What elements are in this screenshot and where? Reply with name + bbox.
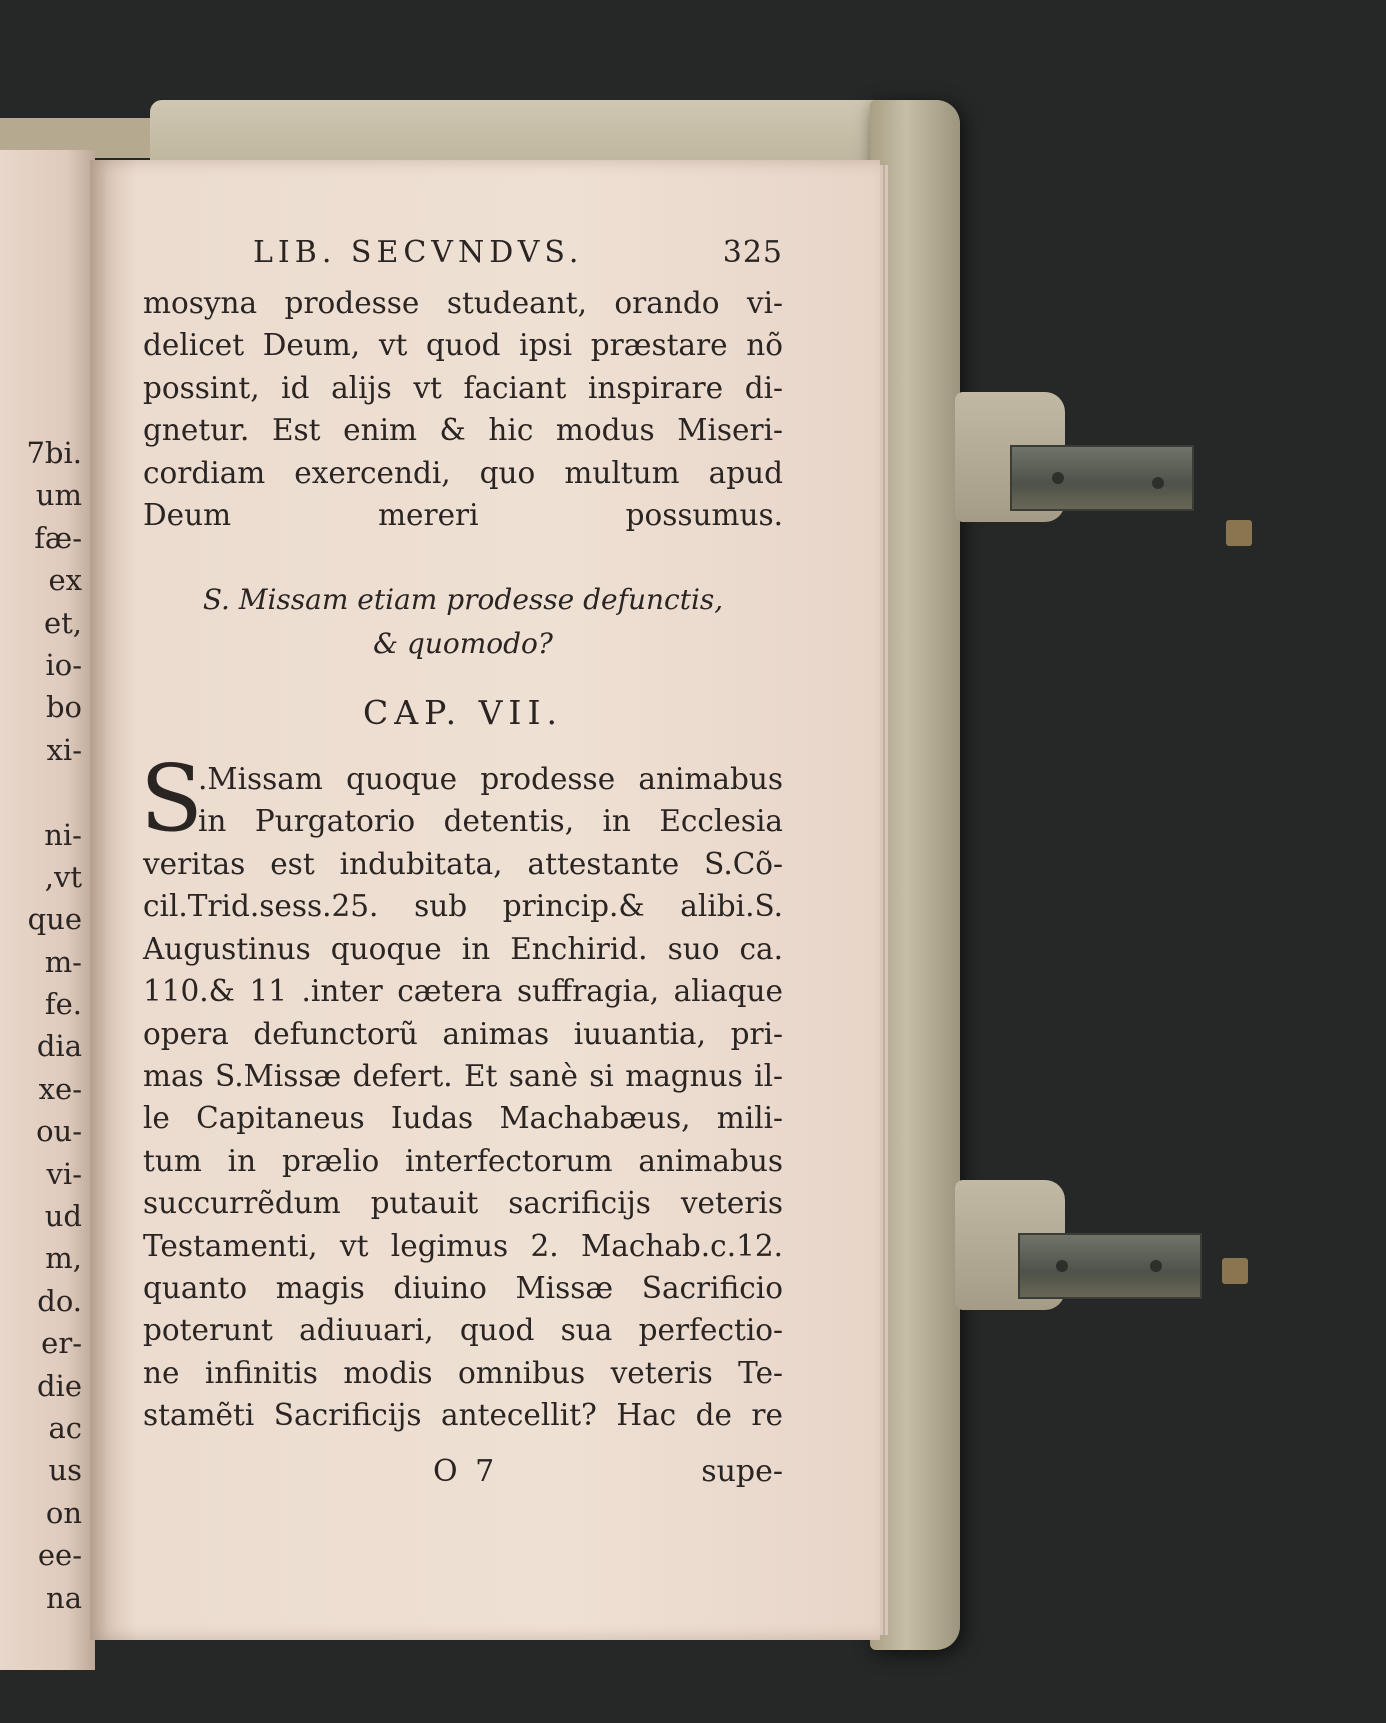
text-line: succurrẽdum putauit sacrificijs veteris [143,1186,783,1221]
left-page-fragment: ni- [44,817,82,852]
lower-clasp-hook-icon [1222,1258,1248,1284]
left-page-fragment [0,771,82,813]
drop-cap: S [140,745,204,852]
left-page-fragment: fæ- [34,520,82,555]
text-line: cil.Trid.sess.25. sub princip.& alibi.S. [143,889,783,924]
left-page-fragment: ,vt [44,859,82,894]
left-page-fragment: na [46,1580,82,1615]
left-page-fragment: dia [36,1029,82,1064]
left-page-fragment: us [48,1453,82,1488]
left-page-text-fragments [0,432,82,1619]
text-line: delicet Deum, vt quod ipsi præstare nõ [143,328,783,363]
left-page-fragment: ud [44,1199,82,1234]
chapter-heading: CAP. VII. [363,693,563,732]
text-line: possint, id alijs vt faciant inspirare di- [143,370,783,405]
rivet-icon [1152,477,1164,489]
running-head [143,235,783,279]
rivet-icon [1056,1260,1068,1272]
text-line: Deum mereri possumus. [143,497,783,532]
text-line: stamẽti Sacrificijs antecellit? Hac de re [143,1398,783,1433]
text-line: quanto magis diuino Missæ Sacrificio [143,1270,783,1305]
left-page-fragment: que [27,902,82,937]
running-title: LIB. SECVNDVS. [253,235,584,270]
paragraph-2-opening [198,758,783,843]
upper-clasp-hook-icon [1226,520,1252,546]
left-page-fragment: m- [44,944,82,979]
text-line: tum in prælio interfectorum animabus [143,1143,783,1178]
rivet-icon [1150,1260,1162,1272]
rivet-icon [1052,472,1064,484]
left-page-fragment: ac [48,1410,82,1445]
text-line: 110.& 11 .inter cætera suffragia, aliaque [143,974,783,1009]
text-line: opera defunctorũ animas iuuantia, pri- [143,1016,783,1051]
text-line: Testamenti, vt legimus 2. Machab.c.12. [143,1228,783,1263]
subtitle-line: S. Missam etiam prodesse defunctis, [202,583,724,616]
left-page-fragment: 7bi. [26,436,82,470]
left-page-fragment: die [36,1368,82,1403]
left-page-fragment: vi- [46,1156,82,1191]
text-line: poterunt adiuuari, quod sua perfectio- [143,1313,783,1348]
catchword: supe- [701,1454,783,1489]
paragraph-1 [143,282,783,536]
upper-clasp-icon [1010,445,1194,511]
left-page-fragment: on [45,1495,82,1530]
left-page-fragment: er- [41,1326,82,1361]
text-line: Augustinus quoque in Enchirid. suo ca. [143,931,783,966]
text-line: mosyna prodesse studeant, orando vi- [143,286,783,320]
text-line: gnetur. Est enim & hic modus Miseri- [143,413,783,448]
left-page-fragment: um [35,478,82,513]
signature-mark: O 7 [433,1454,499,1489]
left-page-fragment: xi- [46,732,82,767]
text-line: veritas est indubitata, attestante S.Cõ- [143,847,783,881]
left-page-fragment: et, [43,605,82,640]
text-line: in Purgatorio detentis, in Ecclesia [198,804,783,839]
chapter-subtitle [143,578,783,666]
text-line: mas S.Missæ defert. Et sanè si magnus il- [143,1058,783,1093]
left-page-fragment: xe- [38,1071,82,1106]
left-page-fragment: m, [45,1241,82,1276]
text-line: .Missam quoque prodesse animabus [198,762,783,796]
left-page [0,150,95,1670]
text-line: cordiam exercendi, quo multum apud [143,455,783,490]
left-page-fragment: io- [45,647,82,682]
lower-clasp-icon [1018,1233,1202,1299]
left-page-fragment: ee- [37,1538,82,1573]
page-footer [143,1454,783,1498]
subtitle-line: & quomodo? [373,627,553,660]
paragraph-2 [143,843,783,1436]
left-page-fragment: do. [37,1283,82,1318]
left-page-fragment: bo [45,690,82,725]
left-page-fragment: fe. [44,987,82,1022]
left-page-fragment: ex [48,563,82,598]
page-number: 325 [722,235,783,270]
left-page-fragment: ou- [36,1114,82,1149]
text-line: ne infinitis modis omnibus veteris Te- [143,1355,783,1390]
text-line: le Capitaneus Iudas Machabæus, mili- [143,1101,783,1136]
